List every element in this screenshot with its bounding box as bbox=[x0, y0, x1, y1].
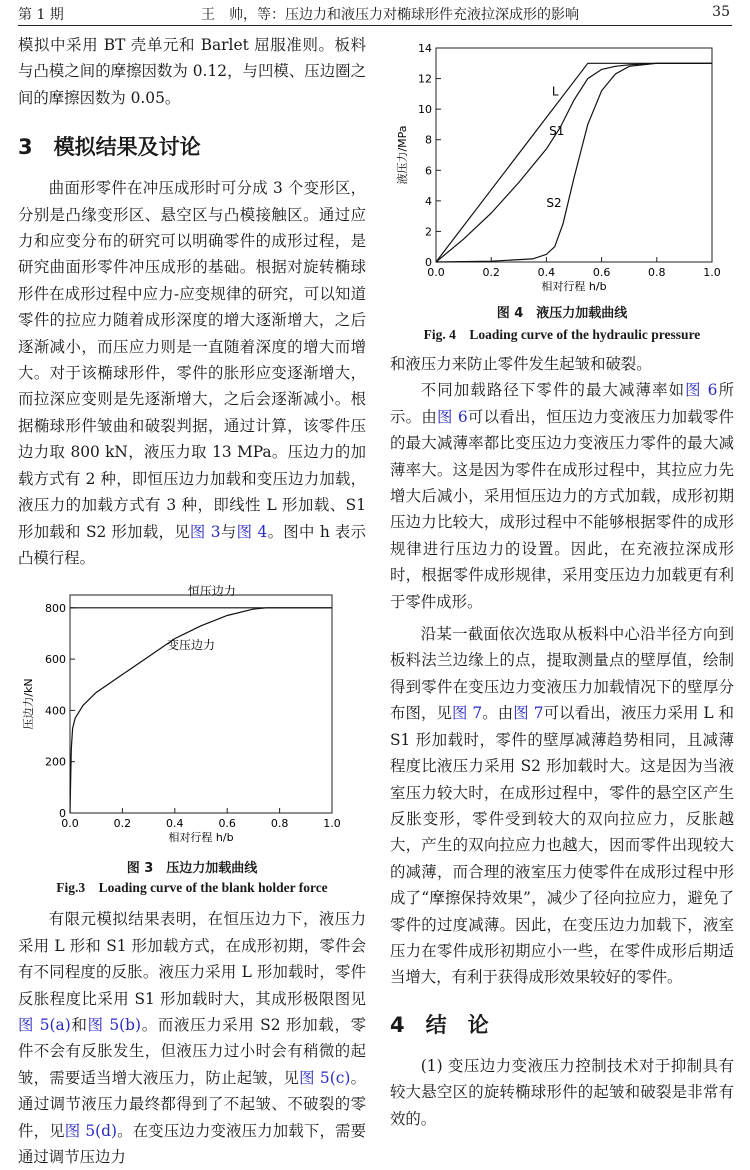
fig6-link[interactable]: 图 6 bbox=[685, 381, 718, 400]
y-tick-label: 200 bbox=[45, 756, 66, 770]
y-tick-label: 2 bbox=[425, 225, 432, 239]
x-tick-label: 0.8 bbox=[648, 266, 666, 279]
y-tick-label: 800 bbox=[45, 602, 66, 616]
x-tick-label: 1.0 bbox=[323, 817, 341, 831]
fig3-link[interactable]: 图 3 bbox=[189, 522, 221, 541]
blank-holder-force-chart bbox=[18, 581, 366, 851]
running-header bbox=[0, 0, 750, 26]
plot-frame bbox=[70, 595, 332, 813]
y-tick-label: 400 bbox=[45, 704, 66, 718]
x-tick-label: 0.2 bbox=[113, 817, 132, 831]
x-tick-label: 0.4 bbox=[166, 817, 184, 831]
fig7-link[interactable]: 图 7 bbox=[451, 704, 483, 723]
series-line-2 bbox=[436, 63, 712, 262]
x-tick-label: 0.2 bbox=[482, 266, 500, 279]
figure-4 bbox=[390, 36, 734, 343]
plot-frame bbox=[436, 48, 712, 262]
series-label: 变压边力 bbox=[166, 638, 215, 653]
y-tick-label: 14 bbox=[418, 42, 432, 55]
paragraph-simulation-results: 有限元模拟结果表明，在恒压边力下，液压力采用 L 形和 S1 形加载方式，在成形初期，零件会有不同程度的反胀。液压力采用 L 形加载时，零件反胀程度比采用 S1 形加载时大，其成形极限图见图 5(a)和图 5(b)。而液压力采用 S2 形加载，零件不会有反胀发生，但液压力过小时会有稍微的起皱，需要适当增大液压力，防止起皱，见图 5(c)。通过调节液压力最终都得到了不起皱、不破裂的零件，见图 5(d)。在变压边力变液压力加载下，需要通过调节压边力 bbox=[18, 910, 366, 1166]
paragraph-thickness: 沿某一截面依次选取从板料中心沿半径方向到板料法兰边缘上的点，提取测量点的壁厚值，绘制得到零件在变压边力变液压力加载情况下的壁厚分布图，见图 7。由图 7可以看出，液压力采用 L 和 S1 形加载时，零件的壁厚减薄趋势相同，且减薄程度比液压力采用 S2 形加载时大。这是因为当液室压力较大时，在成形过程中，零件的悬空区产生反胀变形，零件受到较大的双向拉应力，反胀越大，产生的双向拉应力也越大，因而零件出现较大的减薄，而合理的液室压力使零件在成形过程中形成了“摩擦保持效果”，减少了径向拉应力，避免了零件的过度减薄。因此，在变压边力加载下，液室压力在零件成形初期应小一些，在零件成形后期适当增大，有利于获得成形效果较好的零件。 bbox=[390, 625, 735, 987]
paragraph-conclusion-1: (1) 变压边力变液压力控制技术对于抑制具有较大悬空区的旋转椭球形件的起皱和破裂是非常有效的。 bbox=[390, 1056, 734, 1128]
fig4-link[interactable]: 图 4 bbox=[236, 522, 268, 541]
series-line-3 bbox=[436, 63, 712, 262]
paragraph-thinning-rate: 不同加载路径下零件的最大减薄率如图 6所示。由图 6可以看出，恒压边力变液压力加载零件的最大减薄率都比变压边力变液压力零件的最大减薄率大。这是因为零件在成形过程中，其拉应力先增大后减小，采用恒压边力的方式加载，成形初期压边力比较大，成形过程中不能够根据零件的成形规律进行压边力的设置。因此，在充液拉深成形时，根据零件成形规律，采用变压边力加载更有利于零件成形。 bbox=[390, 381, 734, 611]
page-number: 35 bbox=[712, 4, 730, 20]
x-tick-label: 1.0 bbox=[703, 266, 721, 279]
y-tick-label: 6 bbox=[425, 164, 432, 178]
series-label: L bbox=[551, 84, 559, 99]
x-tick-label: 0.4 bbox=[537, 266, 556, 279]
paragraph-friction: 模拟中采用 BT 壳单元和 Barlet 屈服准则。板料与凸模之间的摩擦因数为 0.12，与凹模、压边圈之间的摩擦因数为 0.05。 bbox=[18, 36, 366, 107]
series-label: S2 bbox=[546, 195, 562, 210]
y-tick-label: 10 bbox=[418, 103, 432, 117]
fig3-caption-cn: 图 3 压边力加载曲线 bbox=[126, 861, 258, 877]
x-axis-label: 相对行程 h/b bbox=[541, 280, 607, 293]
x-tick-label: 0.6 bbox=[592, 266, 611, 279]
fig5d-link[interactable]: 图 5(d) bbox=[64, 1121, 117, 1140]
fig5a-link[interactable]: 图 5(a) bbox=[18, 1015, 71, 1034]
x-tick-label: 0.0 bbox=[427, 266, 445, 279]
section-3-heading: 3 模拟结果及讨论 bbox=[18, 135, 201, 160]
series-line-1 bbox=[436, 63, 712, 262]
right-column bbox=[390, 36, 734, 1132]
y-tick-label: 12 bbox=[418, 72, 432, 86]
paragraph-continuation: 和液压力来防止零件发生起皱和破裂。 bbox=[390, 355, 652, 373]
x-tick-label: 0.8 bbox=[270, 817, 289, 831]
fig4-caption-cn: 图 4 液压力加载曲线 bbox=[496, 306, 628, 321]
header-rule bbox=[18, 25, 732, 26]
y-tick-label: 4 bbox=[425, 194, 432, 208]
y-tick-label: 0 bbox=[59, 807, 66, 821]
y-axis-label: 液压力/MPa bbox=[396, 125, 409, 185]
y-tick-label: 8 bbox=[425, 133, 432, 147]
running-title: 王 帅，等：压边力和液压力对椭球形件充液拉深成形的影响 bbox=[201, 7, 579, 23]
paragraph-deformation: 曲面形零件在冲压成形时可分成 3 个变形区，分别是凸缘变形区、悬空区与凸模接触区。通过应力和应变分布的研究可以明确零件的成形过程，是研究曲面形零件冲压成形的基础。根据对旋转椭球形件在成形过程中应力-应变规律的研究，可以知道零件的拉应力随着成形深度的增大逐渐增大，之后逐渐减小，而压应力则是一直随着深度的增大而增大。对于该椭球形件，零件的胀形应变逐渐增大，而拉深应变则是先逐渐增大，之后会逐渐减小。根据椭球形件皱曲和破裂判据，通过计算，该零件压边力取 800 kN，液压力取 13 MPa。压边力的加载方式有 2 种，即恒压边力加载和变压边力加载，液压力的加载方式有 3 种，即线性 L 形加载、S1 形加载和 S2 形加载，见图 3与图 4。图中 h 表示凸模行程。 bbox=[18, 179, 366, 567]
x-tick-label: 0.6 bbox=[218, 817, 236, 831]
fig5b-link[interactable]: 图 5(b) bbox=[87, 1015, 141, 1034]
x-tick-label: 0.0 bbox=[61, 817, 79, 831]
fig5c-link[interactable]: 图 5(c) bbox=[299, 1068, 351, 1087]
fig3-caption-en: Fig.3 Loading curve of the blank holder force bbox=[56, 880, 328, 896]
y-axis-label: 压边力/kN bbox=[22, 678, 35, 730]
fig7-link-2[interactable]: 图 7 bbox=[513, 704, 544, 723]
hydraulic-pressure-chart bbox=[390, 36, 734, 294]
series-label: 恒压边力 bbox=[187, 584, 236, 599]
y-tick-label: 0 bbox=[425, 256, 432, 269]
figure-3 bbox=[18, 581, 366, 896]
left-column bbox=[18, 32, 366, 1170]
fig6-link-2[interactable]: 图 6 bbox=[437, 407, 468, 426]
series-label: S1 bbox=[549, 124, 565, 139]
issue-number: 第 1 期 bbox=[18, 7, 64, 23]
x-axis-label: 相对行程 h/b bbox=[168, 831, 234, 845]
section-4-heading: 4 结 论 bbox=[390, 1012, 489, 1037]
fig4-caption-en: Fig. 4 Loading curve of the hydraulic pressure bbox=[423, 327, 701, 342]
y-tick-label: 600 bbox=[45, 653, 66, 667]
